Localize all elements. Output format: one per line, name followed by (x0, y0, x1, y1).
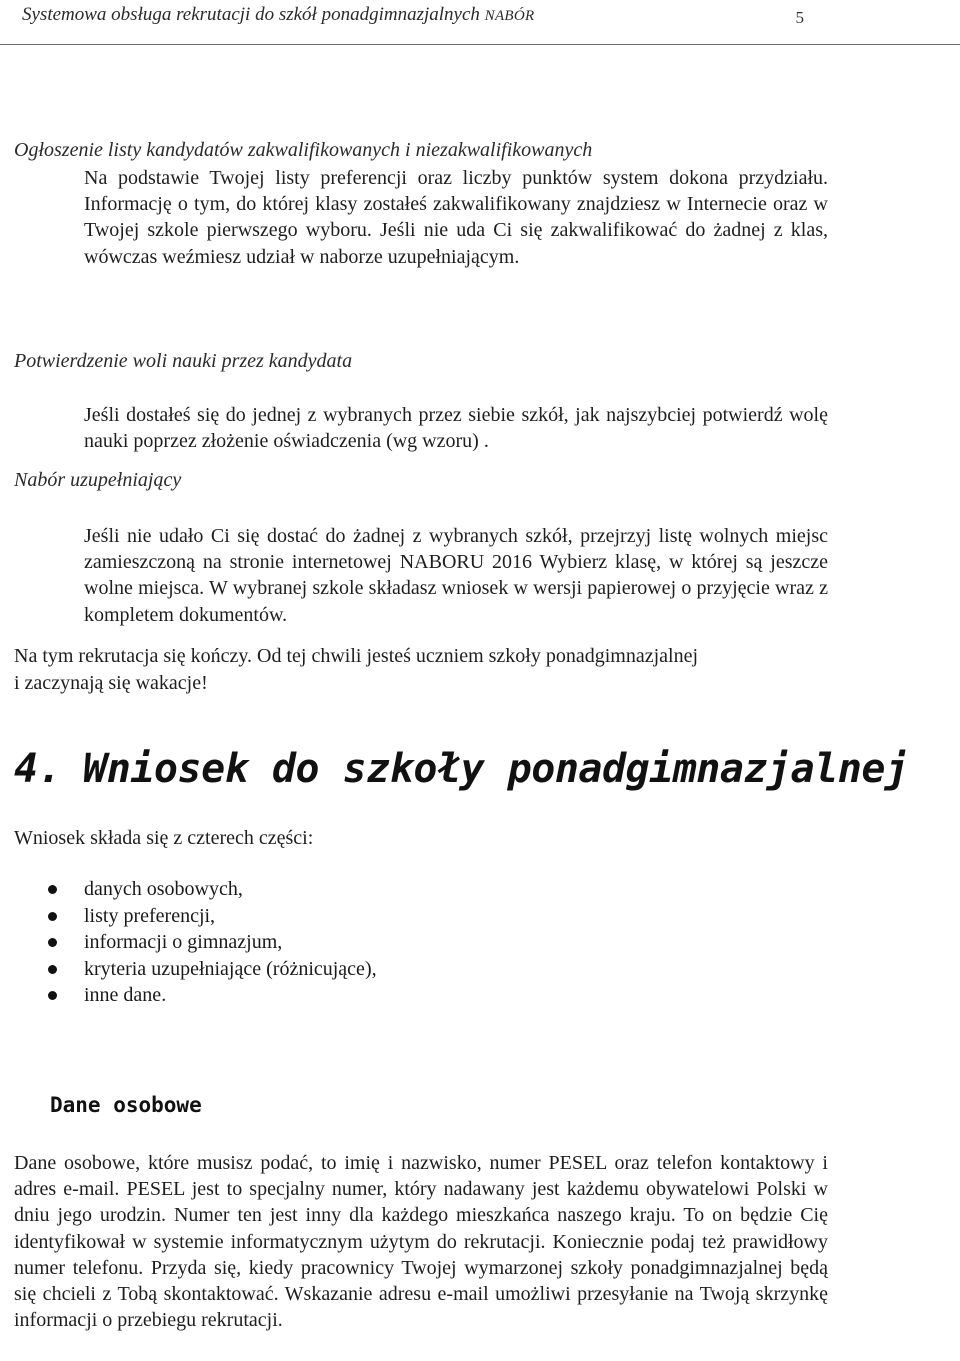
form-parts-list (84, 876, 377, 1009)
page-number: 5 (795, 8, 804, 27)
running-header (22, 4, 934, 26)
list-item (84, 903, 377, 930)
bullet-icon (48, 938, 57, 947)
personal-data-heading: Dane osobowe (50, 1093, 202, 1117)
paragraph-announcement: Na podstawie Twojej listy preferencji oraz liczby punktów system dokona przydziału. Informację o tym, do której klasy zostałeś zakwalifikowany znajdziesz w Internecie oraz w Twojej szkole pierwszego wyboru. Jeśli nie uda Ci się zakwalifikować do żadnej z klas, wówczas weźmiesz udział w naborze uzupełniającym. (84, 167, 828, 268)
bullet-icon (48, 991, 57, 1000)
bullet-icon (48, 965, 57, 974)
header-divider (0, 44, 960, 45)
paragraph-supplementary: Jeśli nie udało Ci się dostać do żadnej z wybranych szkół, przejrzyj listę wolnych miejsc zamieszczoną na stronie internetowej NABORU 2016 Wybierz klasę, w której są jeszcze wolne miejsca. W wybranej szkole składasz wniosek w wersji papierowej o przyjęcie wraz z kompletem dokumentów. (84, 525, 828, 626)
list-item (84, 876, 377, 903)
list-item-label: inne dane. (84, 984, 167, 1006)
running-header-caps: NABÓR (484, 8, 535, 24)
paragraph-personal-data: Dane osobowe, które musisz podać, to imię i nazwisko, numer PESEL oraz telefon kontaktowy i adres e-mail. PESEL jest to specjalny numer, który nadawany jest każdemu obywatelowi Polski w dniu jego urodzin. Numer ten jest inny dla każdego mieszkańca naszego kraju. To on będzie Cię identyfikował w systemie informatycznym użytym do rekrutacji. Koniecznie podaj też prawidłowy numer telefonu. Przyda się, kiedy pracownicy Twojej wymarzonej szkoły ponadgimnazjalnej będą się chcieli z Tobą skontaktować. Wskazanie adresu e-mail umożliwi przesyłanie na Twoją skrzynkę informacji o przebiegu rekrutacji. (14, 1152, 828, 1332)
list-item (84, 956, 377, 983)
bullet-icon (48, 885, 57, 894)
subheading-announcement: Ogłoszenie listy kandydatów zakwalifikowanych i niezakwalifikowanych (14, 139, 593, 161)
closing-line-2: i zaczynają się wakacje! (14, 672, 208, 694)
chapter-intro: Wniosek składa się z czterech części: (14, 827, 314, 849)
subheading-supplementary: Nabór uzupełniający (14, 469, 182, 491)
chapter-title: Wniosek do szkoły ponadgimnazjalnej (83, 746, 909, 792)
chapter-heading (14, 746, 909, 792)
subheading-confirmation: Potwierdzenie woli nauki przez kandydata (14, 350, 353, 372)
list-item-label: kryteria uzupełniające (różnicujące), (84, 957, 377, 980)
running-header-title: Systemowa obsługa rekrutacji do szkół ponadgimnazjalnych (22, 4, 480, 25)
list-item (84, 982, 377, 1009)
bullet-icon (48, 912, 57, 921)
list-item-label: informacji o gimnazjum, (84, 931, 283, 953)
list-item-label: danych osobowych, (84, 878, 243, 900)
chapter-number: 4. (14, 746, 62, 792)
list-item-label: listy preferencji, (84, 904, 216, 927)
list-item (84, 929, 377, 956)
closing-line-1: Na tym rekrutacja się kończy. Od tej chwili jesteś uczniem szkoły ponadgimnazjalnej (14, 645, 699, 667)
paragraph-confirmation: Jeśli dostałeś się do jednej z wybranych przez siebie szkół, jak najszybciej potwierdź wolę nauki poprzez złożenie oświadczenia (wg wzoru) . (84, 404, 828, 453)
